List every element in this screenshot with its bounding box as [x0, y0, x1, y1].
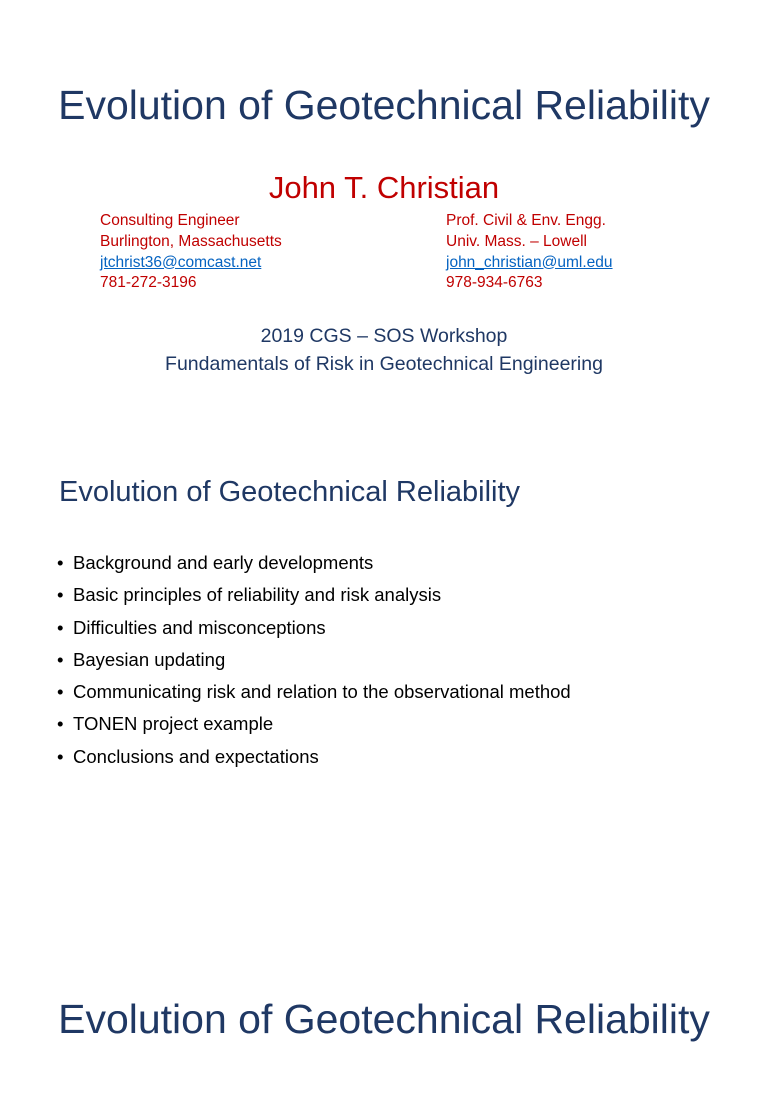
outline-slide — [0, 432, 768, 992]
bullet-text: Difficulties and misconceptions — [73, 616, 326, 638]
right-email-link[interactable]: john_christian@uml.edu — [446, 253, 613, 271]
list-item — [57, 644, 571, 676]
workshop-name: 2019 CGS – SOS Workshop — [260, 325, 508, 347]
workshop-info — [0, 322, 768, 378]
right-affiliation — [446, 211, 613, 294]
bullet-text: Conclusions and expectations — [73, 745, 319, 767]
list-item — [57, 741, 571, 773]
bullet-icon: • — [57, 745, 64, 767]
bullet-list — [57, 547, 571, 773]
left-role: Consulting Engineer — [100, 212, 240, 229]
bullet-text: Background and early developments — [73, 552, 374, 573]
workshop-subtitle: Fundamentals of Risk in Geotechnical Engineering — [165, 353, 603, 375]
list-item — [57, 676, 571, 708]
list-item — [57, 708, 571, 740]
bullet-text: Communicating risk and relation to the observational method — [73, 681, 571, 703]
list-item — [57, 579, 571, 611]
left-affiliation — [100, 211, 282, 294]
bullet-text: Bayesian updating — [73, 648, 226, 670]
bullet-text: Basic principles of reliability and risk analysis — [73, 584, 442, 606]
right-role: Prof. Civil & Env. Engg. — [446, 212, 606, 229]
slide-title: Evolution of Geotechnical Reliability — [59, 476, 521, 508]
title-slide — [0, 0, 768, 430]
bullet-icon: • — [57, 552, 64, 573]
left-phone: 781-272-3196 — [100, 274, 197, 292]
next-slide-partial — [0, 994, 768, 1114]
bullet-icon: • — [57, 584, 64, 606]
slide-title: Evolution of Geotechnical Reliability — [58, 82, 710, 128]
bullet-text: TONEN project example — [73, 713, 274, 735]
left-email-link[interactable]: jtchrist36@comcast.net — [100, 253, 262, 271]
bullet-icon: • — [57, 681, 64, 703]
right-phone: 978-934-6763 — [446, 274, 543, 292]
author-name: John T. Christian — [268, 170, 500, 205]
list-item — [57, 547, 571, 579]
left-location: Burlington, Massachusetts — [100, 232, 282, 250]
bullet-icon: • — [57, 713, 64, 735]
right-location: Univ. Mass. – Lowell — [446, 232, 587, 250]
slide-title: Evolution of Geotechnical Reliability — [58, 996, 710, 1042]
bullet-icon: • — [57, 648, 64, 670]
list-item — [57, 612, 571, 644]
bullet-icon: • — [57, 616, 64, 638]
